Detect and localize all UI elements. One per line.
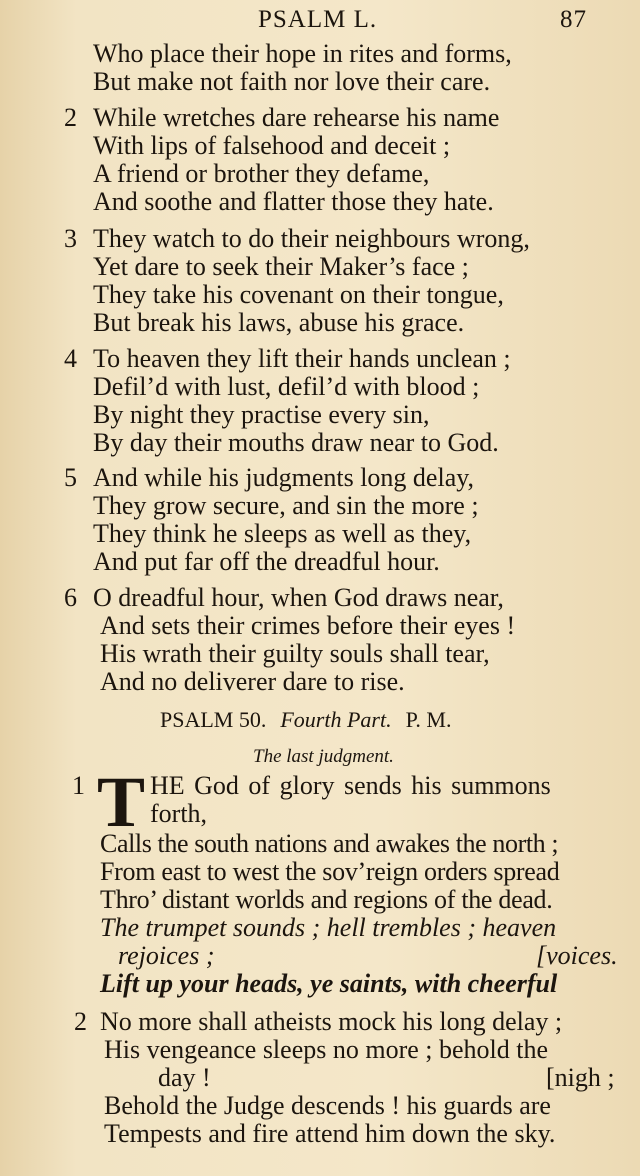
verse-line: A friend or brother they defame, xyxy=(93,159,430,188)
verse-line: To heaven they lift their hands unclean ; xyxy=(93,344,511,373)
verse-line: Behold the Judge descends ! his guards are xyxy=(104,1091,551,1120)
verse-line: They think he sleeps as well as they, xyxy=(93,519,472,548)
page-number: 87 xyxy=(560,6,587,33)
verse-line: By day their mouths draw near to God. xyxy=(93,428,499,457)
verse-line: His vengeance sleeps no more ; behold the xyxy=(104,1035,549,1064)
verse-line: They watch to do their neighbours wrong, xyxy=(93,224,530,253)
verse-line-italic: Lift up your heads, ye saints, with cheerful xyxy=(100,969,558,998)
verse-line: They grow secure, and sin the more ; xyxy=(93,491,479,520)
stanza-number: 2 xyxy=(64,103,77,132)
verse-line: Thro’ distant worlds and regions of the dead. xyxy=(100,885,553,914)
verse-number: 2 xyxy=(74,1007,87,1036)
stanza-number: 3 xyxy=(64,224,77,253)
verse-line: And while his judgments long delay, xyxy=(93,463,475,492)
verse-line-turnover: [voices. xyxy=(536,941,618,970)
verse-line: O dreadful hour, when God draws near, xyxy=(93,583,504,612)
verse-line: But make not faith nor love their care. xyxy=(93,67,491,96)
verse-line: From east to west the sov’reign orders spread xyxy=(100,857,560,886)
verse-line: But break his laws, abuse his grace. xyxy=(93,308,465,337)
verse-line: Calls the south nations and awakes the north ; xyxy=(100,829,559,858)
psalm-subheading: The last judgment. xyxy=(253,746,394,767)
verse-line: With lips of falsehood and deceit ; xyxy=(93,131,451,160)
verse-line: By night they practise every sin, xyxy=(93,400,430,429)
psalm-part: Fourth Part. xyxy=(280,707,392,732)
verse-line-italic: The trumpet sounds ; hell trembles ; heaven xyxy=(100,913,557,942)
verse-line: And put far off the dreadful hour. xyxy=(93,547,440,576)
verse-line: forth, xyxy=(150,799,208,828)
verse-line: And soothe and flatter those they hate. xyxy=(93,187,494,216)
verse-line: Tempests and fire attend him down the sky. xyxy=(104,1119,556,1148)
verse-line-italic: rejoices ; xyxy=(118,941,215,970)
verse-line: They take his covenant on their tongue, xyxy=(93,280,504,309)
stanza-number: 5 xyxy=(64,463,77,492)
psalm-meter: P. M. xyxy=(405,707,452,732)
verse-number: 1 xyxy=(72,771,85,800)
stanza-number: 4 xyxy=(64,344,77,373)
verse-line: While wretches dare rehearse his name xyxy=(93,103,500,132)
header-title: PSALM L. xyxy=(258,6,378,33)
verse-line: HE God of glory sends his summons xyxy=(150,771,551,800)
verse-line: Who place their hope in rites and forms, xyxy=(93,39,512,68)
psalm-heading xyxy=(160,707,451,733)
verse-line: Yet dare to seek their Maker’s face ; xyxy=(93,252,469,281)
verse-line: day ! xyxy=(158,1063,211,1092)
verse-line-turnover: [nigh ; xyxy=(546,1063,615,1092)
psalm-number: PSALM 50. xyxy=(160,707,267,732)
verse-line: No more shall atheists mock his long delay ; xyxy=(100,1007,563,1036)
verse-line: Defil’d with lust, defil’d with blood ; xyxy=(93,372,480,401)
stanza-number: 6 xyxy=(64,583,77,612)
verse-line: His wrath their guilty souls shall tear, xyxy=(100,639,490,668)
drop-cap: T xyxy=(97,762,146,842)
verse-line: And no deliverer dare to rise. xyxy=(100,667,405,696)
verse-line: And sets their crimes before their eyes ! xyxy=(100,611,516,640)
running-header xyxy=(0,4,640,38)
